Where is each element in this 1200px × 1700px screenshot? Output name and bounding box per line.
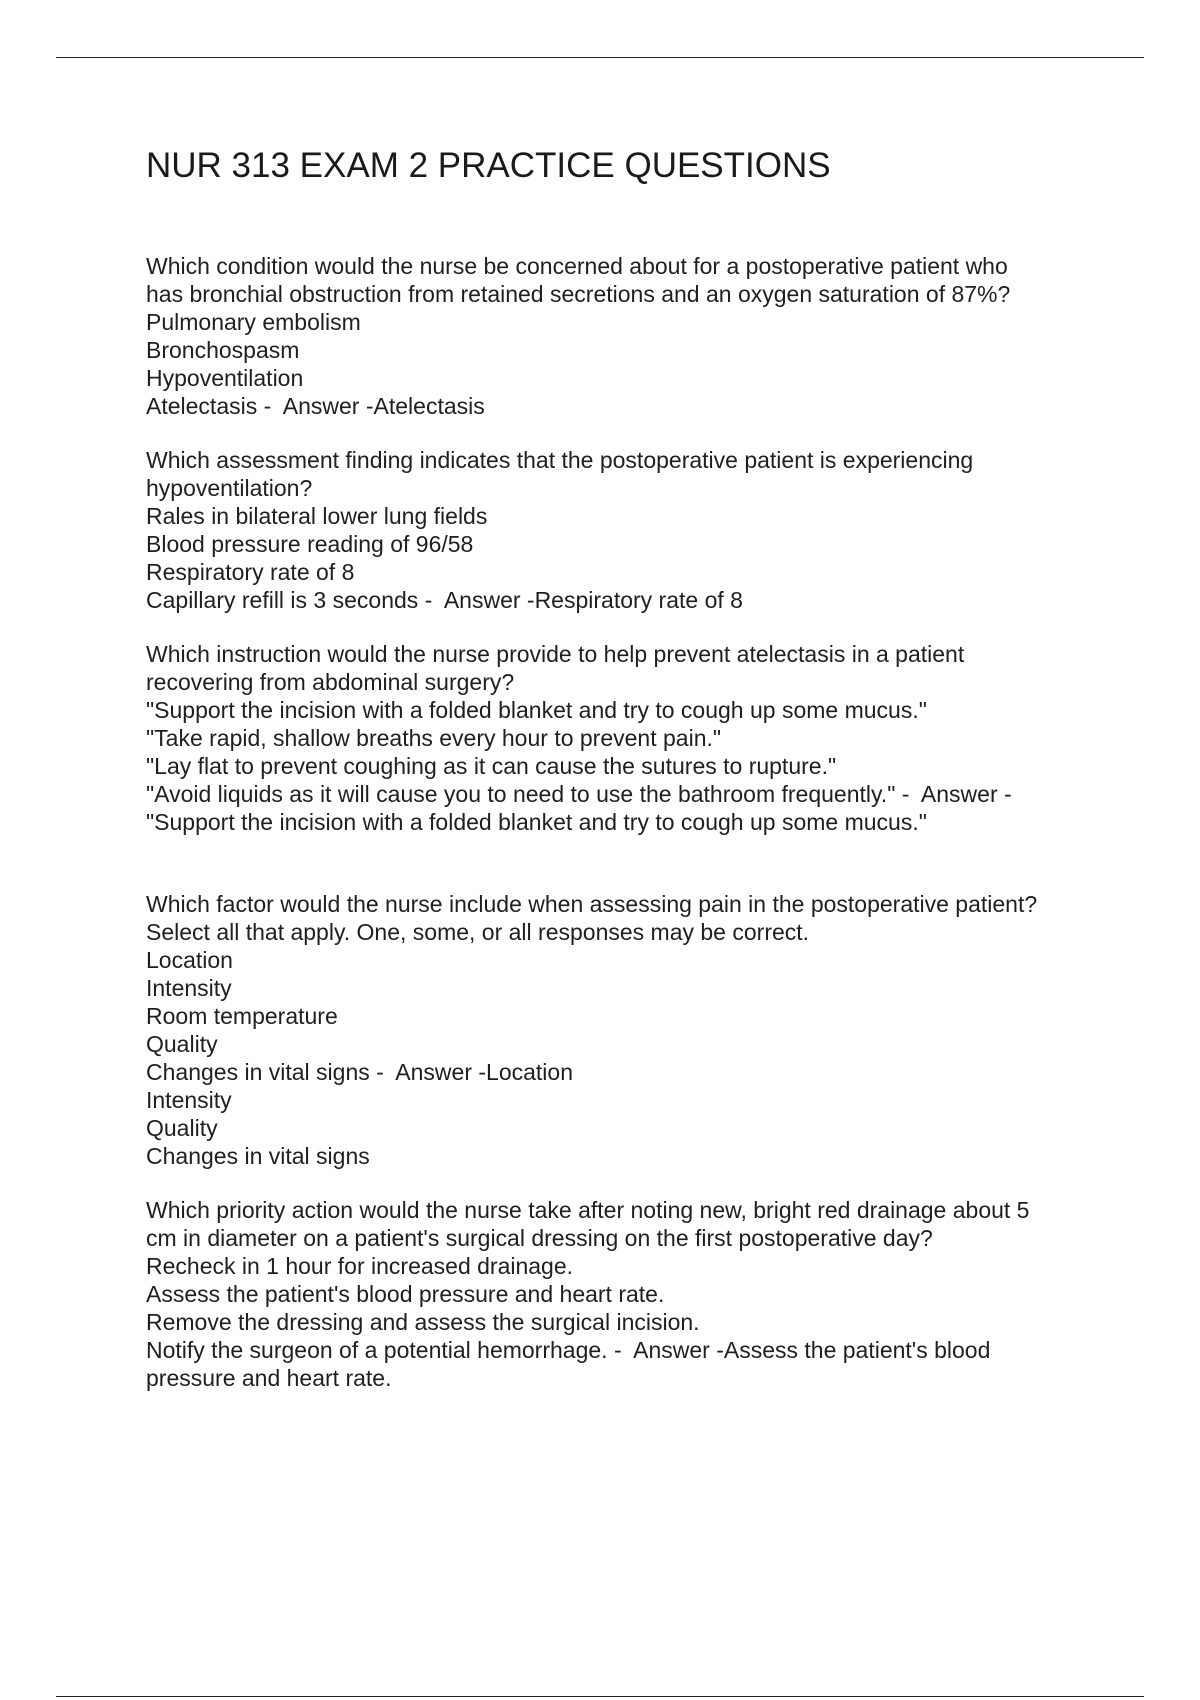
answer-line: "Avoid liquids as it will cause you to need to use the bathroom frequently." - Answer - bbox=[146, 781, 1012, 807]
question-line: Which factor would the nurse include when assessing pain in the postoperative patient? bbox=[146, 891, 1038, 917]
question-block-3 bbox=[146, 640, 1106, 836]
answer-line: Atelectasis - Answer -Atelectasis bbox=[146, 393, 485, 419]
option-line: Rales in bilateral lower lung fields bbox=[146, 503, 488, 529]
question-line: has bronchial obstruction from retained secretions and an oxygen saturation of 87%? bbox=[146, 281, 1011, 307]
option-line: Respiratory rate of 8 bbox=[146, 559, 355, 585]
option-line: "Lay flat to prevent coughing as it can cause the sutures to rupture." bbox=[146, 753, 837, 779]
option-line: Intensity bbox=[146, 975, 232, 1001]
answer-line: Changes in vital signs - Answer -Location bbox=[146, 1059, 573, 1085]
option-line: Assess the patient's blood pressure and heart rate. bbox=[146, 1281, 665, 1307]
option-line: "Take rapid, shallow breaths every hour to prevent pain." bbox=[146, 725, 722, 751]
question-line: hypoventilation? bbox=[146, 475, 313, 501]
answer-line: Quality bbox=[146, 1115, 218, 1141]
document-body bbox=[146, 140, 1106, 1418]
option-line: Room temperature bbox=[146, 1003, 338, 1029]
answer-line: Changes in vital signs bbox=[146, 1143, 370, 1169]
question-line: recovering from abdominal surgery? bbox=[146, 669, 515, 695]
question-block-4 bbox=[146, 890, 1106, 1170]
answer-line: Capillary refill is 3 seconds - Answer -Respiratory rate of 8 bbox=[146, 587, 743, 613]
question-line: Which condition would the nurse be concerned about for a postoperative patient who bbox=[146, 253, 1008, 279]
option-line: Bronchospasm bbox=[146, 337, 300, 363]
question-line: Which assessment finding indicates that the postoperative patient is experiencing bbox=[146, 447, 974, 473]
top-rule bbox=[56, 57, 1144, 58]
option-line: Remove the dressing and assess the surgical incision. bbox=[146, 1309, 700, 1335]
option-line: Blood pressure reading of 96/58 bbox=[146, 531, 474, 557]
question-block-5 bbox=[146, 1196, 1106, 1392]
option-line: Location bbox=[146, 947, 233, 973]
question-block-1 bbox=[146, 252, 1106, 420]
answer-line: Intensity bbox=[146, 1087, 232, 1113]
question-line: Which instruction would the nurse provide to help prevent atelectasis in a patient bbox=[146, 641, 965, 667]
page-title: NUR 313 EXAM 2 PRACTICE QUESTIONS bbox=[146, 146, 831, 185]
question-block-2 bbox=[146, 446, 1106, 614]
answer-line: Notify the surgeon of a potential hemorrhage. - Answer -Assess the patient's blood bbox=[146, 1337, 991, 1363]
option-line: Hypoventilation bbox=[146, 365, 304, 391]
question-line: Which priority action would the nurse take after noting new, bright red drainage about 5 bbox=[146, 1197, 1030, 1223]
answer-line: pressure and heart rate. bbox=[146, 1365, 392, 1391]
answer-line: "Support the incision with a folded blanket and try to cough up some mucus." bbox=[146, 809, 927, 835]
option-line: Quality bbox=[146, 1031, 218, 1057]
option-line: Pulmonary embolism bbox=[146, 309, 361, 335]
question-line: Select all that apply. One, some, or all responses may be correct. bbox=[146, 919, 810, 945]
bottom-rule bbox=[56, 1696, 1144, 1697]
option-line: "Support the incision with a folded blanket and try to cough up some mucus." bbox=[146, 697, 927, 723]
question-line: cm in diameter on a patient's surgical dressing on the first postoperative day? bbox=[146, 1225, 933, 1251]
option-line: Recheck in 1 hour for increased drainage. bbox=[146, 1253, 574, 1279]
